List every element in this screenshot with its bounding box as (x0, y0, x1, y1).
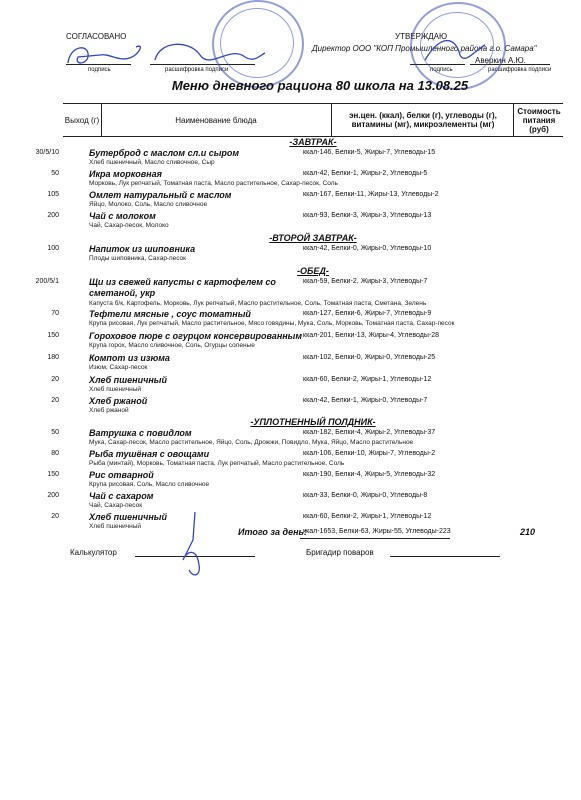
menu-item (51, 396, 563, 417)
item-output: 80 (51, 450, 59, 457)
item-output: 150 (47, 332, 59, 339)
item-nutrition: ккал-106, Белки-10, Жиры-7, Углеводы-2 (303, 450, 436, 457)
item-nutrition: ккал-93, Белки-3, Жиры-3, Углеводы-13 (303, 212, 432, 219)
item-name: Тефтели мясные , соус томатный (89, 309, 251, 319)
left-signatures-icon (60, 35, 270, 75)
item-name: Чай с сахаром (89, 491, 154, 501)
column-header-out: Выход (г) (64, 115, 100, 125)
item-name: Бутерброд с маслом сл.и сыром (89, 148, 240, 158)
item-name: Хлеб ржаной (89, 396, 148, 406)
item-ingredients: Изюм, Сахар-песок (89, 364, 148, 371)
menu-item (47, 353, 563, 375)
item-ingredients: Чай, Сахар-песок, Молоко (89, 222, 169, 229)
item-nutrition: ккал-33, Белки-0, Жиры-0, Углеводы-8 (303, 492, 428, 499)
item-name: Гороховое пюре с огурцом консервированным (89, 331, 303, 341)
item-ingredients: Чай, Сахар-песок (89, 502, 143, 509)
section-title-text: -ВТОРОЙ ЗАВТРАК- (269, 233, 357, 243)
item-output: 20 (51, 376, 59, 383)
item-name: Щи из свежей капусты с картофелем со сметаной, укр (89, 277, 276, 298)
section-title-text: -УПЛОТНЕННЫЙ ПОЛДНИК- (250, 417, 376, 427)
item-name: Чай с молоком (89, 211, 156, 221)
item-ingredients: Капуста б/к, Картофель, Морковь, Лук репчатый, Масло растительное, Соль, Томатная паста, Сметана, Зелень (89, 300, 427, 307)
director-position: Директор ООО "КОП Промышленного района г.о. Самара" (312, 44, 537, 53)
menu-item (35, 277, 563, 309)
section-title (63, 233, 563, 244)
item-output: 150 (47, 471, 59, 478)
right-decode-label: расшифровка подписи (488, 67, 552, 73)
item-output: 70 (51, 310, 59, 317)
item-output: 20 (51, 513, 59, 520)
item-ingredients: Плоды шиповника, Сахар-песок (89, 255, 187, 262)
item-output: 50 (51, 170, 59, 177)
item-name: Напиток из шиповника (89, 244, 196, 254)
item-output: 180 (47, 354, 59, 361)
sections-container (35, 137, 563, 530)
item-nutrition: ккал-60, Белки-2, Жиры-1, Углеводы-12 (303, 513, 432, 520)
left-decode-label: расшифровка подписи (165, 67, 229, 73)
menu-item (47, 470, 563, 491)
chef-label: Бригадир поваров (306, 548, 374, 557)
right-signature-icon (420, 30, 490, 70)
item-ingredients: Хлеб пшеничный, Масло сливочное, Сыр (89, 159, 215, 166)
item-nutrition: ккал-146, Белки-5, Жиры-7, Углеводы-15 (303, 149, 436, 156)
item-nutrition: ккал-201, Белки-13, Жиры-4, Углеводы-28 (303, 332, 440, 339)
page-title: Меню дневного рациона 80 школа на 13.08.25 (171, 78, 469, 93)
column-header-name: Наименование блюда (175, 115, 257, 125)
item-output: 200 (47, 492, 59, 499)
item-nutrition: ккал-190, Белки-4, Жиры-5, Углеводы-32 (303, 471, 436, 478)
item-ingredients: Крупа рисовая, Соль, Масло сливочное (89, 481, 210, 488)
item-name: Рыба тушёная с овощами (89, 449, 210, 459)
item-output: 200/5/1 (35, 278, 59, 285)
item-output: 50 (51, 429, 59, 436)
total-label: Итого за день: (238, 527, 307, 537)
section-title (63, 417, 563, 428)
item-name: Икра морковная (89, 169, 162, 179)
chef-signature-line (390, 556, 500, 557)
menu-item (51, 449, 563, 470)
item-nutrition: ккал-42, Белки-0, Жиры-0, Углеводы-10 (303, 245, 432, 252)
menu-item (51, 428, 563, 449)
item-output: 100 (47, 245, 59, 252)
item-name: Хлеб пшеничный (89, 375, 167, 385)
menu-item (51, 512, 563, 530)
total-nutrition: ккал-1653, Белки-63, Жиры-55, Углеводы-223 (303, 528, 451, 535)
menu-table (35, 103, 563, 530)
item-ingredients: Хлеб пшеничный (89, 386, 142, 393)
divider (300, 538, 450, 539)
item-nutrition: ккал-167, Белки-11, Жиры-13, Углеводы-2 (303, 191, 439, 198)
item-name: Хлеб пшеничный (89, 512, 167, 522)
item-name: Рис отварной (89, 470, 154, 480)
item-ingredients: Хлеб ржаной (89, 407, 129, 414)
section-title-text: -ОБЕД- (297, 266, 329, 276)
item-name: Компот из изюма (89, 353, 170, 363)
table-header (63, 104, 563, 137)
item-nutrition: ккал-102, Белки-0, Жиры-0, Углеводы-25 (303, 354, 436, 361)
item-nutrition: ккал-60, Белки-2, Жиры-1, Углеводы-12 (303, 376, 432, 383)
menu-item (35, 148, 563, 169)
item-ingredients: Рыба (минтай), Морковь, Томатная паста, Лук репчатый, Масло растительное, Соль (89, 460, 345, 467)
total-cost: 210 (520, 527, 536, 537)
item-output: 20 (51, 397, 59, 404)
calculator-label: Калькулятор (70, 548, 117, 557)
section-title (63, 137, 563, 148)
director-name: Аверкин А.Ю. (475, 56, 526, 65)
item-output: 30/5/10 (35, 149, 59, 156)
item-ingredients: Хлеб пшеничный (89, 523, 142, 530)
menu-item (47, 190, 563, 211)
section-title (63, 266, 563, 277)
item-ingredients: Крупа горох, Масло сливочное, Соль, Огурцы соленые (89, 342, 255, 349)
right-signature-label: подпись (430, 67, 453, 73)
item-nutrition: ккал-42, Белки-1, Жиры-2, Углеводы-5 (303, 170, 428, 177)
menu-item (47, 244, 563, 266)
menu-item (51, 309, 563, 331)
menu-item (47, 331, 563, 353)
menu-item (47, 211, 563, 233)
item-output: 105 (47, 191, 59, 198)
item-nutrition: ккал-182, Белки-4, Жиры-2, Углеводы-37 (303, 429, 436, 436)
footer-signature-icon (175, 510, 215, 580)
approval-caption: СОГЛАСОВАНО (66, 32, 127, 41)
item-output: 200 (47, 212, 59, 219)
column-header-cost: Стоимость питания (руб) (517, 106, 561, 134)
section-title-text: -ЗАВТРАК- (289, 137, 337, 147)
item-nutrition: ккал-42, Белки-1, Жиры-0, Углеводы-7 (303, 397, 428, 404)
item-name: Омлет натуральный с маслом (89, 190, 232, 200)
item-ingredients: Крупа рисовая, Лук репчатый, Масло растительное, Мясо говядины, Мука, Соль, Морковь, Томатная паста, Сахар-песок (89, 320, 455, 327)
item-ingredients: Мука, Сахар-песок, Масло растительное, Яйцо, Соль, Дрожжи, Повидло, Мука, Яйцо, Масло растительное (89, 439, 414, 446)
menu-item (51, 169, 563, 190)
item-nutrition: ккал-59, Белки-2, Жиры-3, Углеводы-7 (303, 278, 428, 285)
menu-item (47, 491, 563, 512)
column-header-nutr: эн.цен. (ккал), белки (г), углеводы (г), витамины (мг), микроэлементы (мг) (349, 111, 497, 129)
item-ingredients: Морковь, Лук репчатый, Томатная паста, Масло растительное, Сахар-песок, Соль (89, 180, 338, 187)
divider (331, 104, 332, 136)
divider (513, 104, 514, 136)
left-signature-label: подпись (88, 67, 111, 73)
item-nutrition: ккал-127, Белки-6, Жиры-7, Углеводы-9 (303, 310, 432, 317)
item-name: Ватрушка с повидлом (89, 428, 192, 438)
menu-item (51, 375, 563, 396)
approve-caption: УТВЕРЖДАЮ (395, 32, 448, 41)
item-ingredients: Яйцо, Молоко, Соль, Масло сливочное (89, 201, 208, 208)
